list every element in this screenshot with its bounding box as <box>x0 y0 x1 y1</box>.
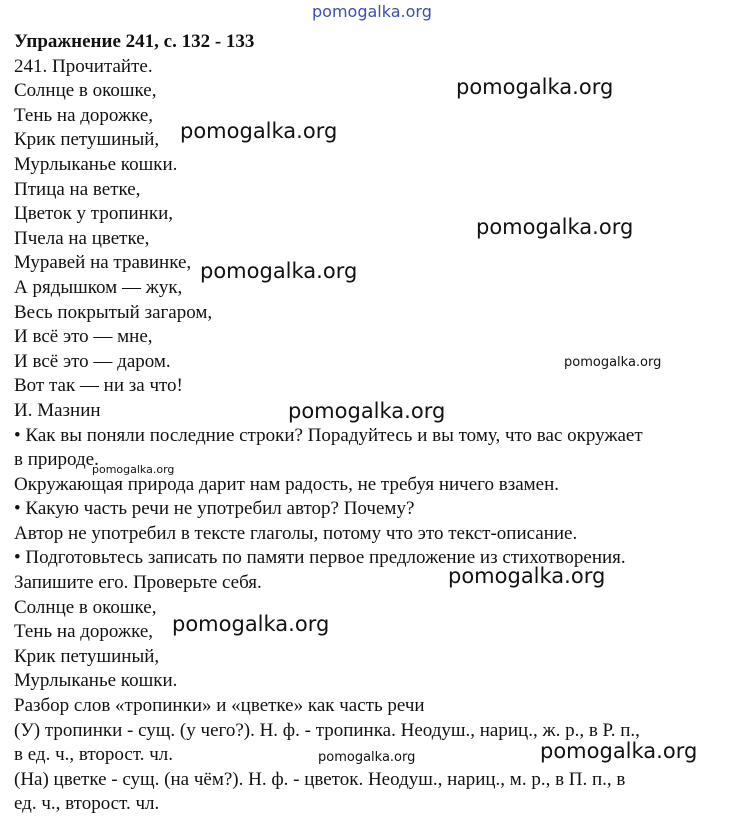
analysis-line: в ед. ч., второст. чл. <box>14 744 173 766</box>
watermark: pomogalka.org <box>540 739 698 763</box>
analysis-heading: Разбор слов «тропинки» и «цветке» как часть речи <box>14 695 425 717</box>
question-line: в природе. <box>14 449 99 471</box>
poem-line: Цветок у тропинки, <box>14 203 173 225</box>
watermark: pomogalka.org <box>476 215 634 239</box>
question-line: Запишите его. Проверьте себя. <box>14 572 262 594</box>
poem-author: И. Мазнин <box>14 399 101 421</box>
question-line: • Подготовьтесь записать по памяти первое предложение из стихотворения. <box>14 547 626 569</box>
question-line: • Какую часть речи не употребил автор? Почему? <box>14 498 415 520</box>
answer-line: Солнце в окошке, <box>14 596 157 618</box>
analysis-line: ед. ч., второст. чл. <box>14 793 160 815</box>
poem-line: И всё это — даром. <box>14 350 171 372</box>
exercise-document <box>14 30 730 817</box>
poem-line: Крик петушиный, <box>14 129 160 151</box>
poem-line: Муравей на травинке, <box>14 252 192 274</box>
answer-line: Мурлыканье кошки. <box>14 670 178 692</box>
watermark: pomogalka.org <box>180 119 338 143</box>
exercise-heading: Упражнение 241, с. 132 - 133 <box>14 31 255 52</box>
question-line: • Как вы поняли последние строки? Порадуйтесь и вы тому, что вас окружает <box>14 424 643 446</box>
watermark: pomogalka.org <box>318 750 416 765</box>
poem-line: И всё это — мне, <box>14 326 153 348</box>
answer-line: Тень на дорожке, <box>14 621 154 643</box>
watermark: pomogalka.org <box>288 399 446 423</box>
watermark: pomogalka.org <box>564 355 662 370</box>
answer-line: Крик петушиный, <box>14 645 160 667</box>
poem-line: А рядышком — жук, <box>14 276 183 298</box>
poem-line: Мурлыканье кошки. <box>14 153 178 175</box>
poem-line: Вот так — ни за что! <box>14 375 183 397</box>
poem-line: Птица на ветке, <box>14 178 141 200</box>
watermark: pomogalka.org <box>456 75 614 99</box>
watermark: pomogalka.org <box>172 612 330 636</box>
watermark: pomogalka.org <box>200 259 358 283</box>
watermark-top: pomogalka.org <box>312 2 432 21</box>
text-line: 241. Прочитайте. <box>14 55 153 77</box>
analysis-line: (На) цветке - сущ. (на чём?). Н. ф. - цветок. Неодуш., нариц., м. р., в П. п., в <box>14 768 626 790</box>
answer-line: Окружающая природа дарит нам радость, не требуя ничего взамен. <box>14 473 560 495</box>
poem-line: Весь покрытый загаром, <box>14 301 213 323</box>
watermark: pomogalka.org <box>92 463 175 476</box>
answer-line: Автор не употребил в тексте глаголы, потому что это текст-описание. <box>14 522 578 544</box>
watermark: pomogalka.org <box>448 564 606 588</box>
poem-line: Пчела на цветке, <box>14 227 150 249</box>
poem-line: Солнце в окошке, <box>14 80 157 102</box>
analysis-line: (У) тропинки - сущ. (у чего?). Н. ф. - тропинка. Неодуш., нариц., ж. р., в Р. п., <box>14 719 640 741</box>
poem-line: Тень на дорожке, <box>14 104 154 126</box>
